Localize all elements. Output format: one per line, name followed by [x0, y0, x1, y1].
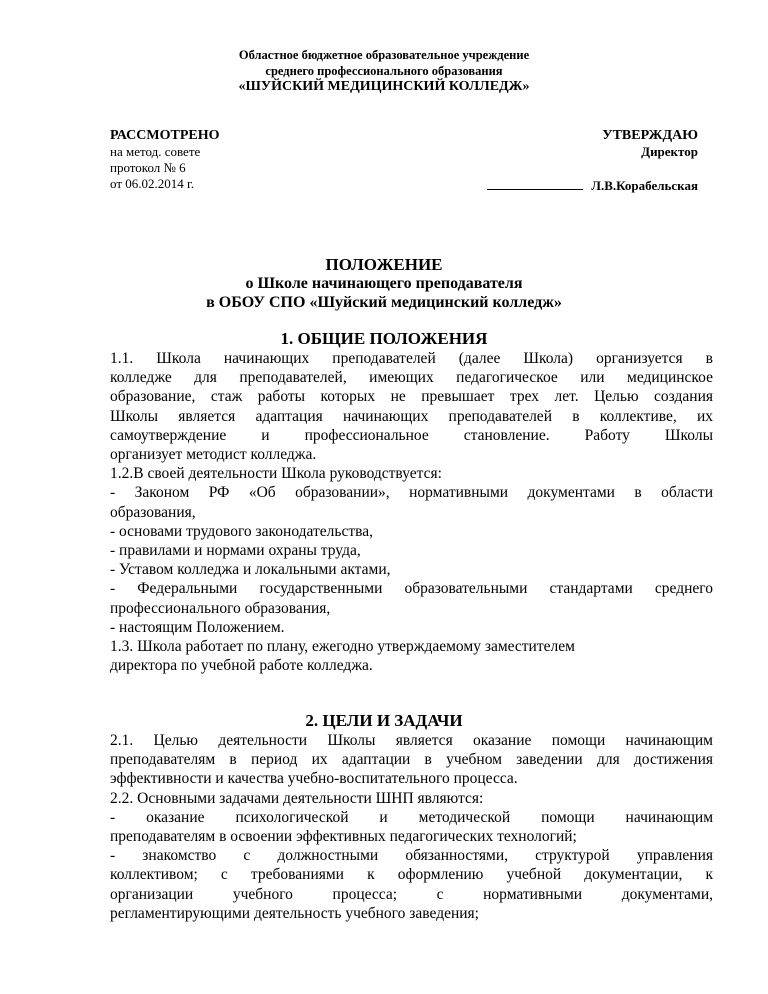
- section-1-heading: 1. ОБЩИЕ ПОЛОЖЕНИЯ: [280, 329, 488, 348]
- text-line: регламентирующими деятельность учебного заведения;: [110, 904, 479, 922]
- text-line: колледже для преподавателей, имеющих педагогическое или медицинское: [110, 369, 713, 387]
- considered-line-1: на метод. совете: [110, 144, 201, 159]
- title-line-2: о Школе начинающего преподавателя: [245, 275, 523, 292]
- text-line: коллективом; с требованиями к оформлению учебной документации, к: [110, 866, 713, 884]
- text-line: - Федеральными государственными образовательными стандартами среднего: [110, 580, 713, 598]
- text-line: преподавателям в освоении эффективных педагогических технологий;: [110, 828, 577, 846]
- text-line: - правилами и нормами охраны труда,: [110, 542, 361, 560]
- considered-block: [110, 128, 220, 192]
- text-line: самоутверждение и профессиональное становление. Работу Школы: [110, 426, 713, 444]
- title-line-3: в ОБОУ СПО «Шуйский медицинский колледж»: [206, 294, 562, 311]
- section-2-body: [110, 731, 713, 923]
- text-line: 2.2. Основными задачами деятельности ШНП являются:: [110, 789, 484, 807]
- text-line: преподавателям в период их адаптации в учебном заведении для достижения: [110, 751, 713, 769]
- section-1-body: [110, 349, 713, 675]
- text-line: Школы является адаптация начинающих преподавателей в коллективе, их: [110, 407, 713, 425]
- text-line: образование, стаж работы которых не превышает трех лет. Целью создания: [110, 388, 713, 406]
- header-line-3: «ШУЙСКИЙ МЕДИЦИНСКИЙ КОЛЛЕДЖ»: [238, 79, 530, 94]
- text-line: эффективности и качества учебно-воспитательного процесса.: [110, 770, 518, 788]
- approved-title: УТВЕРЖДАЮ: [602, 128, 698, 143]
- text-line: - основами трудового законодательства,: [110, 522, 373, 540]
- signature-row: [487, 178, 698, 194]
- text-line: - Уставом колледжа и локальными актами,: [110, 561, 391, 579]
- approved-signer: Л.В.Корабельская: [591, 178, 698, 193]
- text-line: - знакомство с должностными обязанностями, структурой управления: [110, 847, 713, 865]
- approved-position: Директор: [641, 144, 698, 159]
- text-line: 1.2.В своей деятельности Школа руководствуется:: [110, 465, 442, 483]
- text-line: 1.1. Школа начинающих преподавателей (далее Школа) организуется в: [110, 350, 713, 367]
- header-line-2: среднего профессионального образования: [265, 64, 503, 78]
- approval-block: [0, 128, 768, 208]
- title-line-1: ПОЛОЖЕНИЕ: [325, 255, 443, 274]
- institution-header: [0, 47, 768, 95]
- text-line: 1.3. Школа работает по плану, ежегодно утверждаемому заместителем: [110, 638, 575, 656]
- text-line: образования,: [110, 503, 196, 521]
- signature-line: [487, 189, 583, 190]
- considered-title: РАССМОТРЕНО: [110, 128, 220, 143]
- header-line-1: Областное бюджетное образовательное учреждение: [238, 48, 530, 62]
- approved-block: [602, 128, 698, 160]
- document-title: [0, 255, 768, 312]
- text-line: организации учебного процесса; с нормативными документами,: [110, 885, 713, 903]
- considered-line-2: протокол № 6: [110, 160, 186, 175]
- text-line: директора по учебной работе колледжа.: [110, 657, 373, 675]
- text-line: профессионального образования,: [110, 599, 331, 617]
- text-line: организует методист колледжа.: [110, 446, 317, 464]
- considered-line-3: от 06.02.2014 г.: [110, 176, 195, 191]
- section-2-heading: 2. ЦЕЛИ И ЗАДАЧИ: [305, 711, 463, 730]
- text-line: - Законом РФ «Об образовании», нормативными документами в области: [110, 484, 713, 502]
- text-line: - оказание психологической и методической помощи начинающим: [110, 808, 713, 826]
- text-line: - настоящим Положением.: [110, 618, 285, 636]
- text-line: 2.1. Целью деятельности Школы является оказание помощи начинающим: [110, 732, 713, 749]
